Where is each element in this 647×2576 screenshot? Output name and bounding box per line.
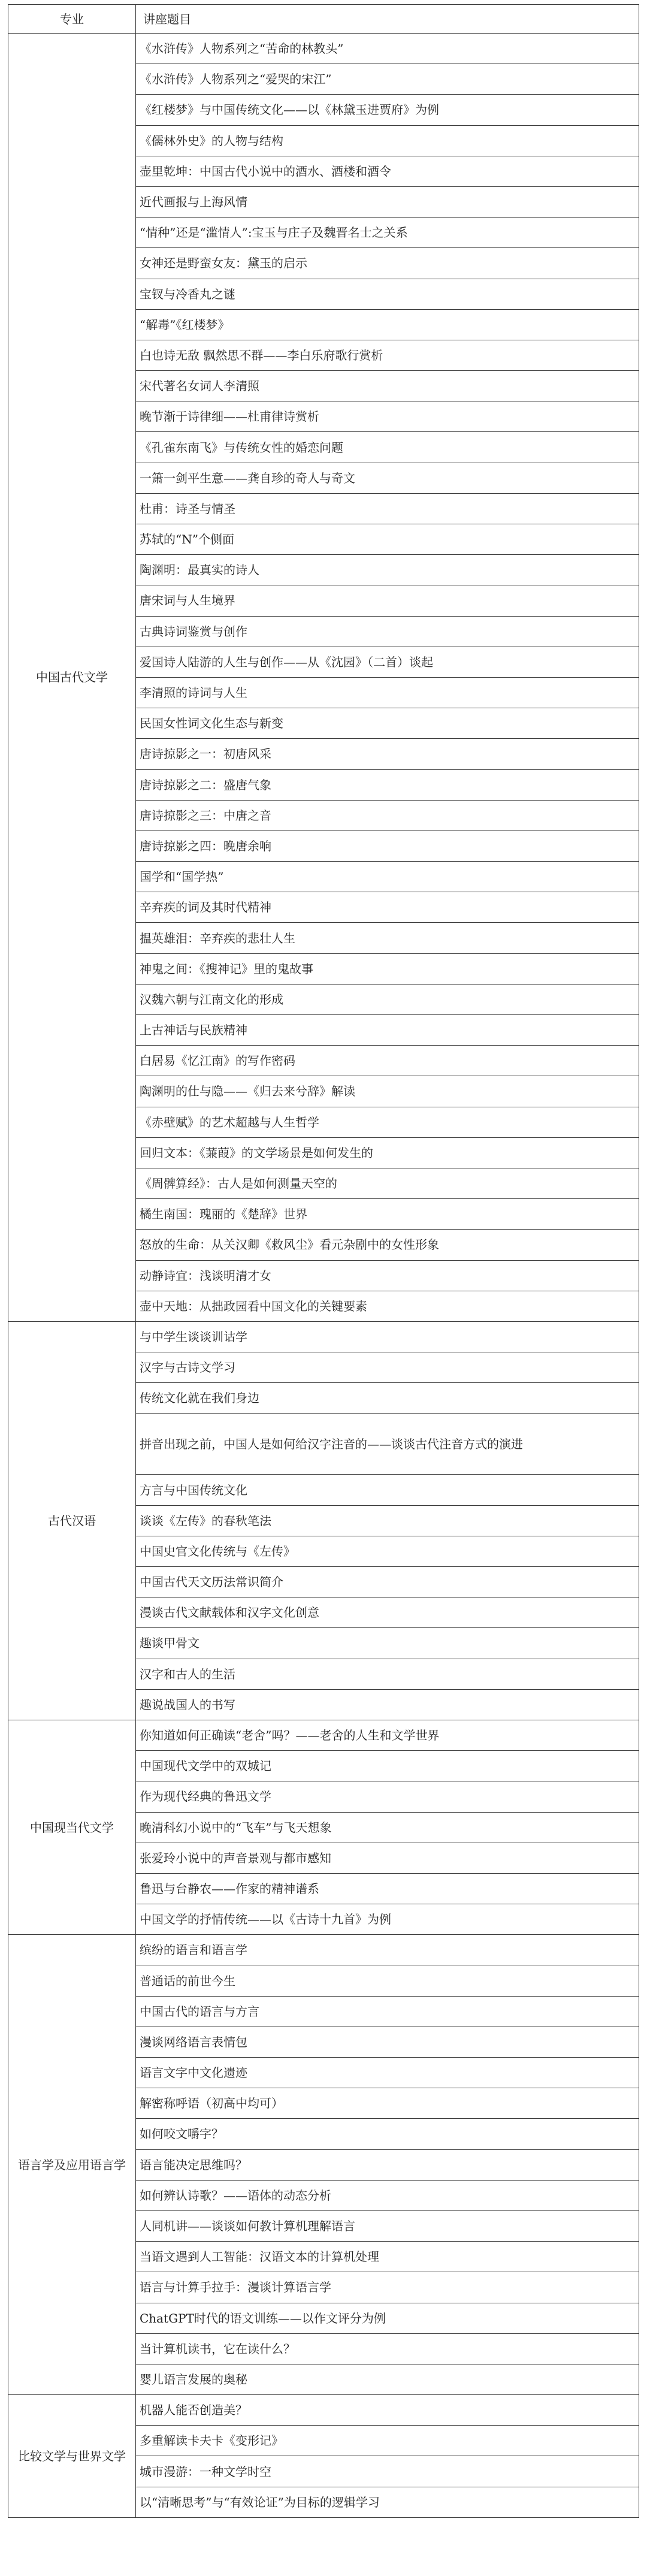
topic-cell: 宝钗与冷香丸之谜 — [136, 279, 639, 309]
topic-cell: 上古神话与民族精神 — [136, 1015, 639, 1046]
topic-cell: 语言能决定思维吗？ — [136, 2149, 639, 2180]
header-major: 专业 — [8, 5, 136, 34]
topic-cell: 语言文字中文化遗迹 — [136, 2058, 639, 2088]
topic-cell: 唐诗掠影之一：初唐风采 — [136, 739, 639, 769]
topic-cell: 《赤壁赋》的艺术超越与人生哲学 — [136, 1107, 639, 1137]
table-row — [8, 2395, 639, 2426]
topic-cell: 中国文学的抒情传统——以《古诗十九首》为例 — [136, 1904, 639, 1935]
topic-cell: 晚清科幻小说中的“飞车”与飞天想象 — [136, 1812, 639, 1843]
topic-cell: 中国古代的语言与方言 — [136, 1996, 639, 2027]
topic-cell: 《红楼梦》与中国传统文化——以《林黛玉进贾府》为例 — [136, 95, 639, 125]
topic-cell: 当计算机读书，它在读什么？ — [136, 2333, 639, 2364]
table-row — [8, 1321, 639, 1352]
topic-cell: 作为现代经典的鲁迅文学 — [136, 1781, 639, 1812]
topic-cell: 苏轼的“N”个侧面 — [136, 524, 639, 555]
topic-cell: “解毒”《红楼梦》 — [136, 309, 639, 340]
topic-cell: 壶里乾坤：中国古代小说中的酒水、酒楼和酒令 — [136, 156, 639, 186]
topic-cell: 唐诗掠影之二：盛唐气象 — [136, 769, 639, 800]
topic-cell: 漫谈古代文献载体和汉字文化创意 — [136, 1597, 639, 1628]
topic-cell: 回归文本：《蒹葭》的文学场景是如何发生的 — [136, 1137, 639, 1168]
topic-cell: 人同机讲——谈谈如何教计算机理解语言 — [136, 2210, 639, 2241]
topic-cell: 古典诗词鉴赏与创作 — [136, 616, 639, 647]
topic-cell: 怒放的生命：从关汉卿《救风尘》看元杂剧中的女性形象 — [136, 1230, 639, 1260]
topic-cell: 缤纷的语言和语言学 — [136, 1935, 639, 1965]
topic-cell: 多重解读卡夫卡《变形记》 — [136, 2426, 639, 2456]
table-body — [8, 34, 639, 2518]
topic-cell: 《儒林外史》的人物与结构 — [136, 125, 639, 156]
topic-cell: 张爱玲小说中的声音景观与都市感知 — [136, 1843, 639, 1873]
topic-cell: 拼音出现之前，中国人是如何给汉字注音的——谈谈古代注音方式的演进 — [136, 1414, 639, 1475]
topic-cell: 爱国诗人陆游的人生与创作——从《沈园》（二首）谈起 — [136, 647, 639, 677]
topic-cell: 机器人能否创造美？ — [136, 2395, 639, 2426]
topic-cell: 动静诗宜：浅谈明清才女 — [136, 1260, 639, 1291]
major-cell: 比较文学与世界文学 — [8, 2395, 136, 2518]
topic-cell: 汉字与古诗文学习 — [136, 1352, 639, 1383]
topic-cell: 女神还是野蛮女友：黛玉的启示 — [136, 248, 639, 279]
topic-cell: 唐诗掠影之三：中唐之音 — [136, 800, 639, 831]
topic-cell: 白居易《忆江南》的写作密码 — [136, 1046, 639, 1076]
topic-cell: 城市漫游：一种文学时空 — [136, 2456, 639, 2487]
topic-cell: 语言与计算手拉手：漫谈计算语言学 — [136, 2272, 639, 2303]
major-cell: 古代汉语 — [8, 1321, 136, 1720]
topic-cell: 汉魏六朝与江南文化的形成 — [136, 984, 639, 1014]
topic-cell: 汉字和古人的生活 — [136, 1659, 639, 1689]
topic-cell: 婴儿语言发展的奥秘 — [136, 2364, 639, 2394]
topic-cell: 民国女性词文化生态与新变 — [136, 708, 639, 739]
major-cell: 中国现当代文学 — [8, 1720, 136, 1934]
topic-cell: “情种”还是“滥情人”:宝玉与庄子及魏晋名士之关系 — [136, 218, 639, 248]
topic-cell: 谈谈《左传》的春秋笔法 — [136, 1505, 639, 1536]
topic-cell: 国学和“国学热” — [136, 862, 639, 892]
header-topic: 讲座题目 — [136, 5, 639, 34]
topic-cell: 辛弃疾的词及其时代精神 — [136, 892, 639, 923]
topic-cell: 陶渊明：最真实的诗人 — [136, 555, 639, 585]
topic-cell: 宋代著名女词人李清照 — [136, 371, 639, 401]
lecture-topics-table — [8, 4, 639, 2518]
topic-cell: ChatGPT时代的语文训练——以作文评分为例 — [136, 2303, 639, 2333]
topic-cell: 漫谈网络语言表情包 — [136, 2027, 639, 2057]
topic-cell: 近代画报与上海风情 — [136, 186, 639, 217]
topic-cell: 李清照的诗词与人生 — [136, 677, 639, 708]
topic-cell: 传统文化就在我们身边 — [136, 1383, 639, 1414]
topic-cell: 以“清晰思考”与“有效论证”为目标的逻辑学习 — [136, 2487, 639, 2517]
topic-cell: 方言与中国传统文化 — [136, 1475, 639, 1505]
topic-cell: 《水浒传》人物系列之“爱哭的宋江” — [136, 64, 639, 95]
topic-cell: 《孔雀东南飞》与传统女性的婚恋问题 — [136, 432, 639, 463]
topic-cell: 中国史官文化传统与《左传》 — [136, 1536, 639, 1566]
topic-cell: 中国古代天文历法常识简介 — [136, 1567, 639, 1597]
topic-cell: 一箫一剑平生意——龚自珍的奇人与奇文 — [136, 463, 639, 493]
major-cell: 语言学及应用语言学 — [8, 1935, 136, 2395]
topic-cell: 趣说战国人的书写 — [136, 1689, 639, 1720]
topic-cell: 如何咬文嚼字？ — [136, 2119, 639, 2149]
table-row — [8, 1720, 639, 1750]
topic-cell: 解密称呼语（初高中均可） — [136, 2088, 639, 2119]
topic-cell: 神鬼之间：《搜神记》里的鬼故事 — [136, 953, 639, 984]
topic-cell: 与中学生谈谈训诂学 — [136, 1321, 639, 1352]
table-header-row — [8, 5, 639, 34]
topic-cell: 趣谈甲骨文 — [136, 1628, 639, 1659]
topic-cell: 陶渊明的仕与隐——《归去来兮辞》解读 — [136, 1076, 639, 1107]
table-row — [8, 34, 639, 64]
topic-cell: 唐宋词与人生境界 — [136, 585, 639, 616]
table-row — [8, 1935, 639, 1965]
topic-cell: 当语文遇到人工智能：汉语文本的计算机处理 — [136, 2242, 639, 2272]
topic-cell: 白也诗无敌 飘然思不群——李白乐府歌行赏析 — [136, 340, 639, 370]
topic-cell: 《周髀算经》：古人是如何测量天空的 — [136, 1168, 639, 1198]
topic-cell: 唐诗掠影之四：晚唐余响 — [136, 831, 639, 861]
topic-cell: 壶中天地：从拙政园看中国文化的关键要素 — [136, 1291, 639, 1321]
topic-cell: 你知道如何正确读“老舍”吗？——老舍的人生和文学世界 — [136, 1720, 639, 1750]
topic-cell: 杜甫：诗圣与情圣 — [136, 493, 639, 524]
topic-cell: 揾英雄泪：辛弃疾的悲壮人生 — [136, 923, 639, 953]
topic-cell: 《水浒传》人物系列之“苦命的林教头” — [136, 34, 639, 64]
topic-cell: 中国现代文学中的双城记 — [136, 1751, 639, 1781]
topic-cell: 普通话的前世今生 — [136, 1965, 639, 1996]
topic-cell: 鲁迅与台静农——作家的精神谱系 — [136, 1873, 639, 1904]
topic-cell: 晚节渐于诗律细——杜甫律诗赏析 — [136, 401, 639, 432]
major-cell: 中国古代文学 — [8, 34, 136, 1322]
topic-cell: 橘生南国：瑰丽的《楚辞》世界 — [136, 1199, 639, 1230]
topic-cell: 如何辨认诗歌？——语体的动态分析 — [136, 2180, 639, 2210]
